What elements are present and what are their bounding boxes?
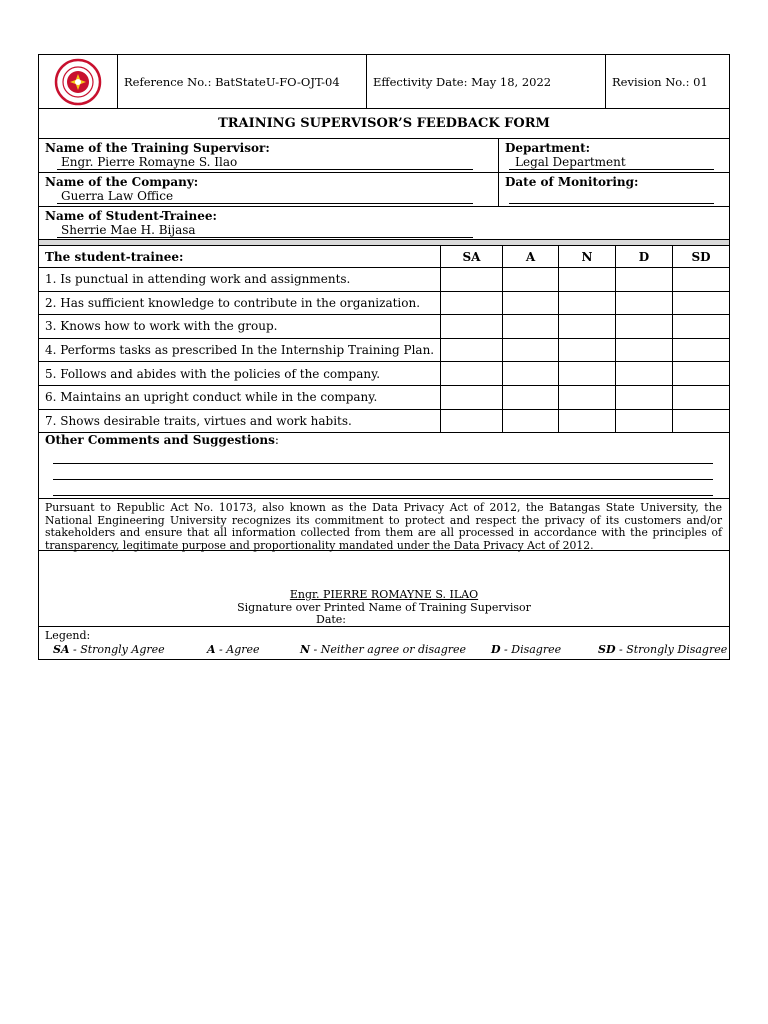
rating-cell-sa[interactable]	[441, 292, 503, 315]
rating-cell-sa[interactable]	[441, 315, 503, 338]
reference-number: Reference No.: BatStateU-FO-OJT-04	[118, 55, 367, 108]
rating-cell-a[interactable]	[503, 339, 559, 362]
legend-section	[39, 627, 729, 659]
rating-cell-a[interactable]	[503, 410, 559, 433]
department-field	[498, 139, 729, 172]
supervisor-label: Name of the Training Supervisor:	[45, 141, 270, 155]
info-row-company	[39, 173, 729, 207]
trainee-field	[39, 207, 498, 239]
rating-cell-sa[interactable]	[441, 268, 503, 291]
statement-text: 6. Maintains an upright conduct while in the company.	[39, 386, 441, 409]
rating-cell-d[interactable]	[616, 386, 673, 409]
effectivity-date: Effectivity Date: May 18, 2022	[367, 55, 606, 108]
rating-cell-sa[interactable]	[441, 362, 503, 385]
comment-line-1[interactable]	[53, 463, 713, 464]
column-a: A	[503, 246, 559, 267]
column-n: N	[559, 246, 616, 267]
statement-text: 7. Shows desirable traits, virtues and work habits.	[39, 410, 441, 433]
info-row-trainee	[39, 207, 729, 240]
rating-cell-sd[interactable]	[673, 315, 729, 338]
supervisor-signature-name: Engr. PIERRE ROMAYNE S. ILAO	[289, 588, 479, 602]
rating-table-header	[39, 246, 729, 268]
rating-cell-n[interactable]	[559, 410, 616, 433]
supervisor-value[interactable]: Engr. Pierre Romayne S. Ilao	[61, 155, 238, 169]
legend-sa: SA - Strongly Agree	[53, 643, 165, 657]
signature-caption: Signature over Printed Name of Training Supervisor	[237, 601, 531, 615]
comment-line-2[interactable]	[53, 479, 713, 480]
table-row	[39, 292, 729, 316]
trainee-label: Name of Student-Trainee:	[45, 209, 217, 223]
rating-cell-n[interactable]	[559, 386, 616, 409]
signature-section	[39, 551, 729, 627]
table-row	[39, 339, 729, 363]
monitoring-underline	[509, 203, 714, 204]
company-value[interactable]: Guerra Law Office	[61, 189, 174, 203]
statement-text: 1. Is punctual in attending work and assignments.	[39, 268, 441, 291]
rating-cell-sd[interactable]	[673, 362, 729, 385]
company-label: Name of the Company:	[45, 175, 199, 189]
university-logo	[39, 55, 118, 108]
monitoring-label: Date of Monitoring:	[505, 175, 639, 189]
statement-text: 5. Follows and abides with the policies of the company.	[39, 362, 441, 385]
rating-cell-d[interactable]	[616, 315, 673, 338]
rating-cell-sd[interactable]	[673, 339, 729, 362]
column-sd: SD	[691, 249, 711, 264]
company-underline	[57, 203, 473, 204]
table-row	[39, 268, 729, 292]
rating-cell-sd[interactable]	[673, 386, 729, 409]
signature-date-label: Date:	[316, 613, 347, 627]
department-label: Department:	[505, 141, 591, 155]
department-underline	[509, 169, 714, 170]
rating-cell-sa[interactable]	[441, 339, 503, 362]
trainee-underline	[57, 237, 473, 238]
rating-cell-sa[interactable]	[441, 410, 503, 433]
department-value[interactable]: Legal Department	[515, 155, 626, 169]
rating-cell-a[interactable]	[503, 386, 559, 409]
legend-sd: SD - Strongly Disagree	[598, 643, 728, 657]
legend-title: Legend:	[45, 629, 91, 643]
rating-cell-d[interactable]	[616, 339, 673, 362]
comment-line-3[interactable]	[53, 495, 713, 496]
revision-number: Revision No.: 01	[612, 74, 708, 89]
statement-header: The student-trainee:	[39, 246, 441, 267]
table-row	[39, 386, 729, 410]
info-row-supervisor	[39, 139, 729, 173]
privacy-notice: Pursuant to Republic Act No. 10173, also known as the Data Privacy Act of 2012, the Batangas State University, the National Engineering University recognizes its commitment to protect and respect the privacy of its customers and/or stakeholders and ensure that all information collected from them are all processed in accordance with the principles of transparency, legitimate purpose and proportionality mandated under the Data Privacy Act of 2012.	[39, 499, 729, 551]
rating-cell-n[interactable]	[559, 315, 616, 338]
rating-cell-n[interactable]	[559, 339, 616, 362]
form-header	[39, 55, 729, 109]
rating-cell-a[interactable]	[503, 268, 559, 291]
rating-cell-d[interactable]	[616, 362, 673, 385]
form-title: TRAINING SUPERVISOR’S FEEDBACK FORM	[39, 109, 729, 139]
rating-cell-a[interactable]	[503, 292, 559, 315]
statement-text: 2. Has sufficient knowledge to contribute in the organization.	[39, 292, 441, 315]
table-row	[39, 410, 729, 434]
rating-cell-a[interactable]	[503, 362, 559, 385]
column-d: D	[616, 246, 673, 267]
supervisor-field	[39, 139, 498, 172]
rating-cell-n[interactable]	[559, 268, 616, 291]
rating-cell-sa[interactable]	[441, 386, 503, 409]
legend-a: A - Agree	[207, 643, 260, 657]
table-row	[39, 315, 729, 339]
rating-cell-n[interactable]	[559, 362, 616, 385]
rating-cell-sd[interactable]	[673, 410, 729, 433]
legend-d: D - Disagree	[491, 643, 562, 657]
rating-cell-d[interactable]	[616, 410, 673, 433]
statement-text: 3. Knows how to work with the group.	[39, 315, 441, 338]
rating-cell-sd[interactable]	[673, 292, 729, 315]
comments-section	[39, 433, 729, 499]
trainee-value[interactable]: Sherrie Mae H. Bijasa	[61, 223, 196, 237]
monitoring-field	[498, 173, 729, 206]
supervisor-underline	[57, 169, 473, 170]
table-row	[39, 362, 729, 386]
rating-cell-n[interactable]	[559, 292, 616, 315]
feedback-form	[38, 54, 730, 660]
rating-cell-a[interactable]	[503, 315, 559, 338]
statement-text: 4. Performs tasks as prescribed In the Internship Training Plan.	[39, 339, 441, 362]
rating-cell-d[interactable]	[616, 292, 673, 315]
comments-label: Other Comments and Suggestions:	[45, 433, 279, 448]
trainee-blank	[498, 207, 729, 239]
column-sa: SA	[441, 246, 503, 267]
company-field	[39, 173, 498, 206]
rating-cell-d[interactable]	[616, 268, 673, 291]
legend-n: N - Neither agree or disagree	[300, 643, 467, 657]
rating-cell-sd[interactable]	[673, 268, 729, 291]
